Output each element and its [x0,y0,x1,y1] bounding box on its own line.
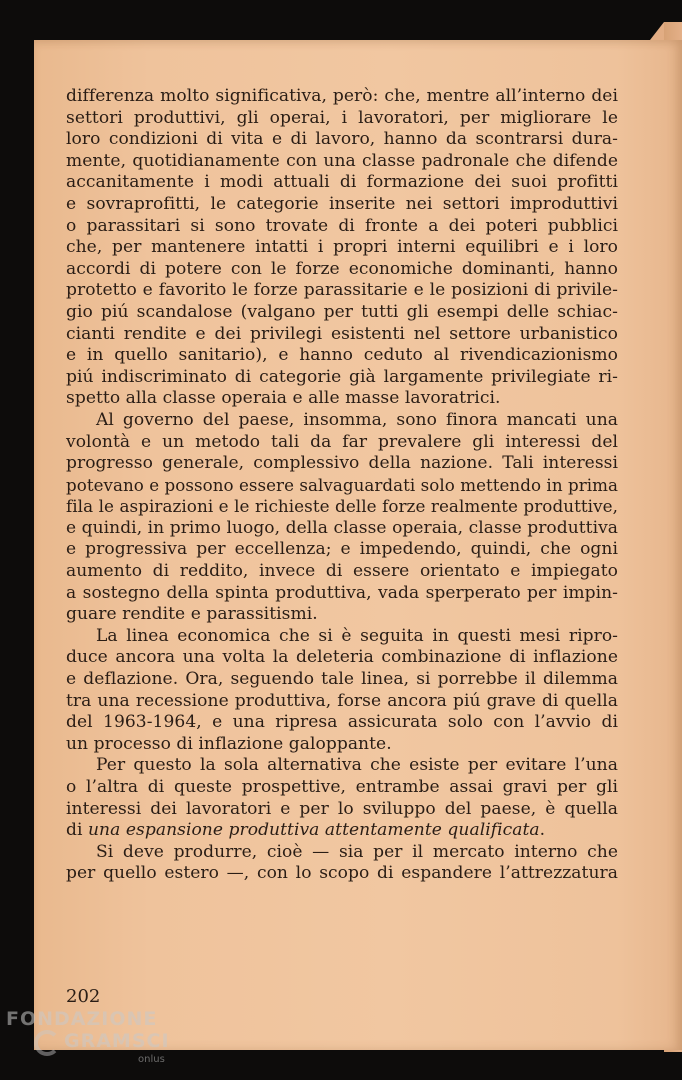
text-line: settori produttivi, gli operai, i lavoratori, per migliorare le [66,107,618,128]
text-span: . [539,820,546,841]
page-number: 202 [66,986,101,1007]
watermark-g-icon [34,1030,60,1056]
text-line: Per questo la sola alternativa che esiste per evitare l’una [96,755,618,776]
text-line: protetto e favorito le forze parassitarie e le posizioni di privile- [66,280,618,301]
text-span: di [66,820,88,841]
text-line: e progressiva per eccellenza; e impedendo, quindi, che ogni [66,539,618,560]
text-line: Si deve produrre, cioè — sia per il mercato interno che [96,841,618,862]
watermark-logo-text: FONDAZIONE [6,1008,158,1030]
paragraph-1 [66,86,618,410]
watermark-suffix: onlus [138,1054,165,1065]
text-line: e sovraprofitti, le categorie inserite nei settori improduttivi [66,193,618,214]
text-line: fila le aspirazioni e le richieste delle forze realmente produttive, [66,496,618,517]
paragraph-2 [66,410,618,626]
text-line: tra una recessione produttiva, forse ancora piú grave di quella [66,690,618,711]
text-line: duce ancora una volta la deleteria combinazione di inflazione [66,647,618,668]
paragraph-3 [66,626,618,756]
text-line: La linea economica che si è seguita in questi mesi ripro- [96,625,618,646]
text-line: e quindi, in primo luogo, della classe operaia, classe produttiva [66,517,618,538]
italic-emphasis: una espansione produttiva attentamente qualificata [88,820,540,841]
text-line: interessi dei lavoratori e per lo sviluppo del paese, è quella [66,798,618,819]
text-line: piú indiscriminato di categorie già largamente privilegiate ri- [66,366,618,387]
text-line [66,820,618,842]
text-line: accanitamente i modi attuali di formazione dei suoi profitti [66,172,618,193]
text-line: differenza molto significativa, però: che, mentre all’interno dei [66,86,618,106]
text-line: e in quello sanitario), e hanno ceduto al rivendicazionismo [66,345,618,366]
text-line: spetto alla classe operaia e alle masse lavoratrici. [66,388,501,409]
text-line: aumento di reddito, invece di essere orientato e impiegato [66,561,618,582]
page-body-text [66,86,618,885]
text-line: a sostegno della spinta produttiva, vada sperperato per impin- [66,582,618,603]
text-line: potevano e possono essere salvaguardati solo mettendo in prima [66,474,618,495]
text-line: mente, quotidianamente con una classe padronale che difende [66,150,618,171]
watermark-logo-text: GRAMSCI [64,1030,170,1052]
text-line: volontà e un metodo tali da far prevalere gli interessi del [66,431,618,452]
text-line: accordi di potere con le forze economiche dominanti, hanno [66,258,618,279]
text-line: loro condizioni di vita e di lavoro, hanno da scontrarsi dura- [66,129,618,150]
text-line: gio piú scandalose (valgano per tutti gli esempi delle schiac- [66,301,618,322]
text-line: Al governo del paese, insomma, sono finora mancati una [96,409,618,430]
text-line: o parassitari si sono trovate di fronte a dei poteri pubblici [66,215,618,236]
text-line: o l’altra di queste prospettive, entrambe assai gravi per gli [66,777,618,797]
text-line: che, per mantenere intatti i propri interni equilibri e i loro [66,237,618,258]
text-line: del 1963-1964, e una ripresa assicurata solo con l’avvio di [66,712,618,733]
text-line: cianti rendite e dei privilegi esistenti nel settore urbanistico [66,323,618,344]
paragraph-4 [66,755,618,841]
paragraph-5 [66,842,618,885]
text-line: e deflazione. Ora, seguendo tale linea, si porrebbe il dilemma [66,669,618,690]
text-line: per quello estero —, con lo scopo di espandere l’attrezzatura [66,863,618,884]
text-line: progresso generale, complessivo della nazione. Tali interessi [66,453,618,474]
page-corner-fold [650,22,664,40]
text-line: un processo di inflazione galoppante. [66,733,392,754]
text-line: guare rendite e parassitismi. [66,604,318,625]
